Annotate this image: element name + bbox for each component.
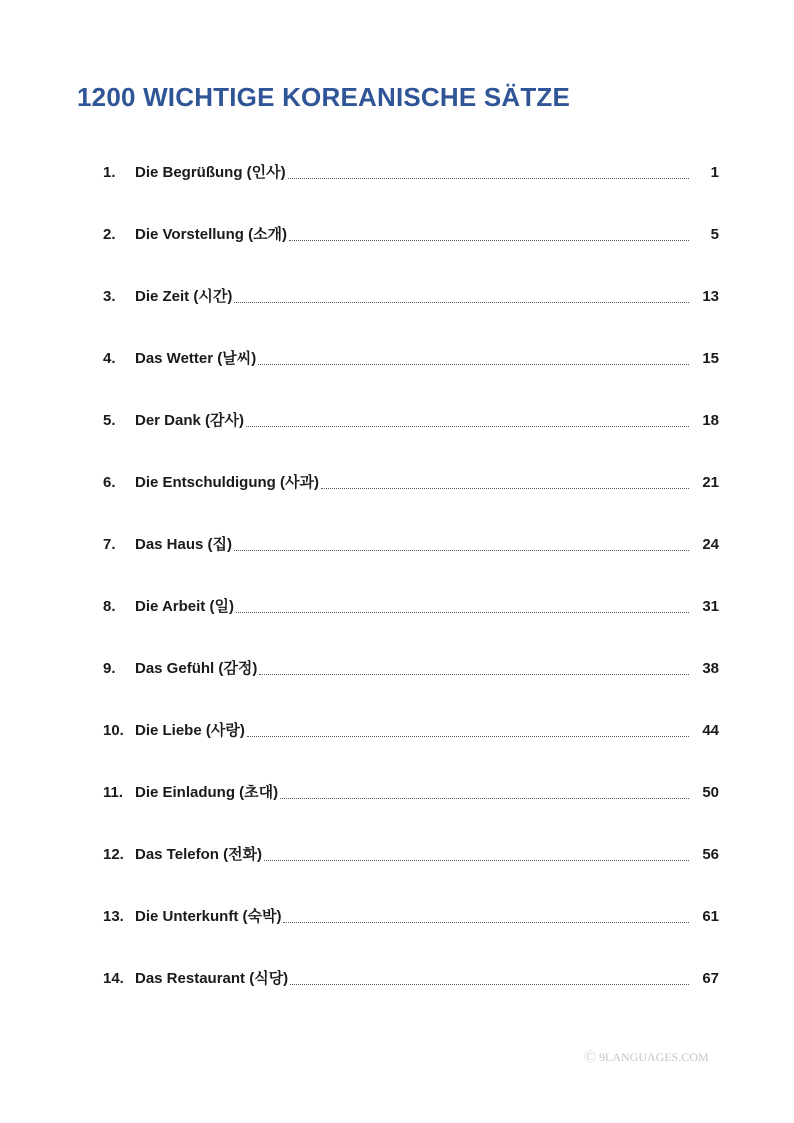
toc-entry-page: 24 xyxy=(702,536,719,553)
toc-entry-title: Die Begrüßung (인사) xyxy=(135,164,286,181)
toc-entry[interactable] xyxy=(103,966,719,1028)
toc-entry-number: 11. xyxy=(103,784,124,801)
toc-entry-number: 13. xyxy=(103,908,124,925)
toc-entry[interactable] xyxy=(103,222,719,284)
toc-entry-title: Die Unterkunft (숙박) xyxy=(135,908,282,925)
toc-entry-number: 1. xyxy=(103,164,116,181)
toc-dot-leader xyxy=(236,594,689,613)
toc-entry-title: Die Zeit (시간) xyxy=(135,288,233,305)
toc-entry-number: 7. xyxy=(103,536,116,553)
toc-entry-number: 9. xyxy=(103,660,116,677)
toc-entry[interactable] xyxy=(103,160,719,222)
toc-entry-number: 3. xyxy=(103,288,116,305)
toc-entry-title: Das Restaurant (식당) xyxy=(135,970,289,987)
toc-dot-leader xyxy=(290,966,689,985)
toc-dot-leader xyxy=(247,718,689,737)
toc-entry-number: 2. xyxy=(103,226,116,243)
toc-dot-leader xyxy=(246,408,689,427)
toc-entry-title: Das Haus (집) xyxy=(135,536,233,553)
toc-entry-number: 5. xyxy=(103,412,116,429)
toc-entry-page: 67 xyxy=(702,970,719,987)
toc-entry-number: 8. xyxy=(103,598,116,615)
toc-dot-leader xyxy=(259,656,689,675)
toc-entry-title: Die Vorstellung (소개) xyxy=(135,226,288,243)
toc-entry-page: 13 xyxy=(702,288,719,305)
toc-entry[interactable] xyxy=(103,904,719,966)
toc-entry-title: Die Einladung (초대) xyxy=(135,784,279,801)
toc-dot-leader xyxy=(321,470,689,489)
toc-entry-title: Der Dank (감사) xyxy=(135,412,244,429)
toc-entry-page: 21 xyxy=(702,474,719,491)
document-title: 1200 WICHTIGE KOREANISCHE SÄTZE xyxy=(77,82,571,112)
toc-entry[interactable] xyxy=(103,408,719,470)
toc-entry[interactable] xyxy=(103,656,719,718)
toc-entry-page: 44 xyxy=(702,722,719,739)
copyright-watermark: Ⓒ 9LANGUAGES.COM xyxy=(584,1050,709,1064)
toc-entry-number: 12. xyxy=(103,846,124,863)
toc-dot-leader xyxy=(234,284,689,303)
toc-entry-page: 18 xyxy=(702,412,719,429)
toc-entry-page: 15 xyxy=(702,350,719,367)
toc-entry-title: Das Telefon (전화) xyxy=(135,846,263,863)
toc-entry-number: 4. xyxy=(103,350,116,367)
toc-entry-page: 1 xyxy=(710,164,719,181)
toc-entry[interactable] xyxy=(103,842,719,904)
toc-entry[interactable] xyxy=(103,718,719,780)
toc-dot-leader xyxy=(288,160,689,179)
toc-dot-leader xyxy=(264,842,689,861)
table-of-contents xyxy=(103,160,719,1028)
toc-entry-number: 6. xyxy=(103,474,116,491)
toc-dot-leader xyxy=(234,532,689,551)
toc-entry-title: Das Wetter (날씨) xyxy=(135,350,257,367)
toc-dot-leader xyxy=(258,346,689,365)
toc-entry-title: Die Arbeit (일) xyxy=(135,598,234,615)
toc-entry-number: 10. xyxy=(103,722,124,739)
toc-dot-leader xyxy=(280,780,689,799)
toc-entry-title: Die Liebe (사랑) xyxy=(135,722,245,739)
toc-dot-leader xyxy=(283,904,689,923)
toc-entry[interactable] xyxy=(103,284,719,346)
toc-entry-page: 5 xyxy=(710,226,719,243)
toc-entry-number: 14. xyxy=(103,970,124,987)
toc-entry-page: 38 xyxy=(702,660,719,677)
toc-entry-page: 31 xyxy=(702,598,719,615)
toc-entry-title: Das Gefühl (감정) xyxy=(135,660,258,677)
toc-entry-page: 50 xyxy=(702,784,719,801)
toc-entry[interactable] xyxy=(103,594,719,656)
toc-entry[interactable] xyxy=(103,780,719,842)
toc-dot-leader xyxy=(289,222,689,241)
toc-entry[interactable] xyxy=(103,470,719,532)
toc-entry[interactable] xyxy=(103,346,719,408)
toc-entry-page: 61 xyxy=(702,908,719,925)
toc-entry-page: 56 xyxy=(702,846,719,863)
toc-entry[interactable] xyxy=(103,532,719,594)
toc-entry-title: Die Entschuldigung (사과) xyxy=(135,474,319,491)
